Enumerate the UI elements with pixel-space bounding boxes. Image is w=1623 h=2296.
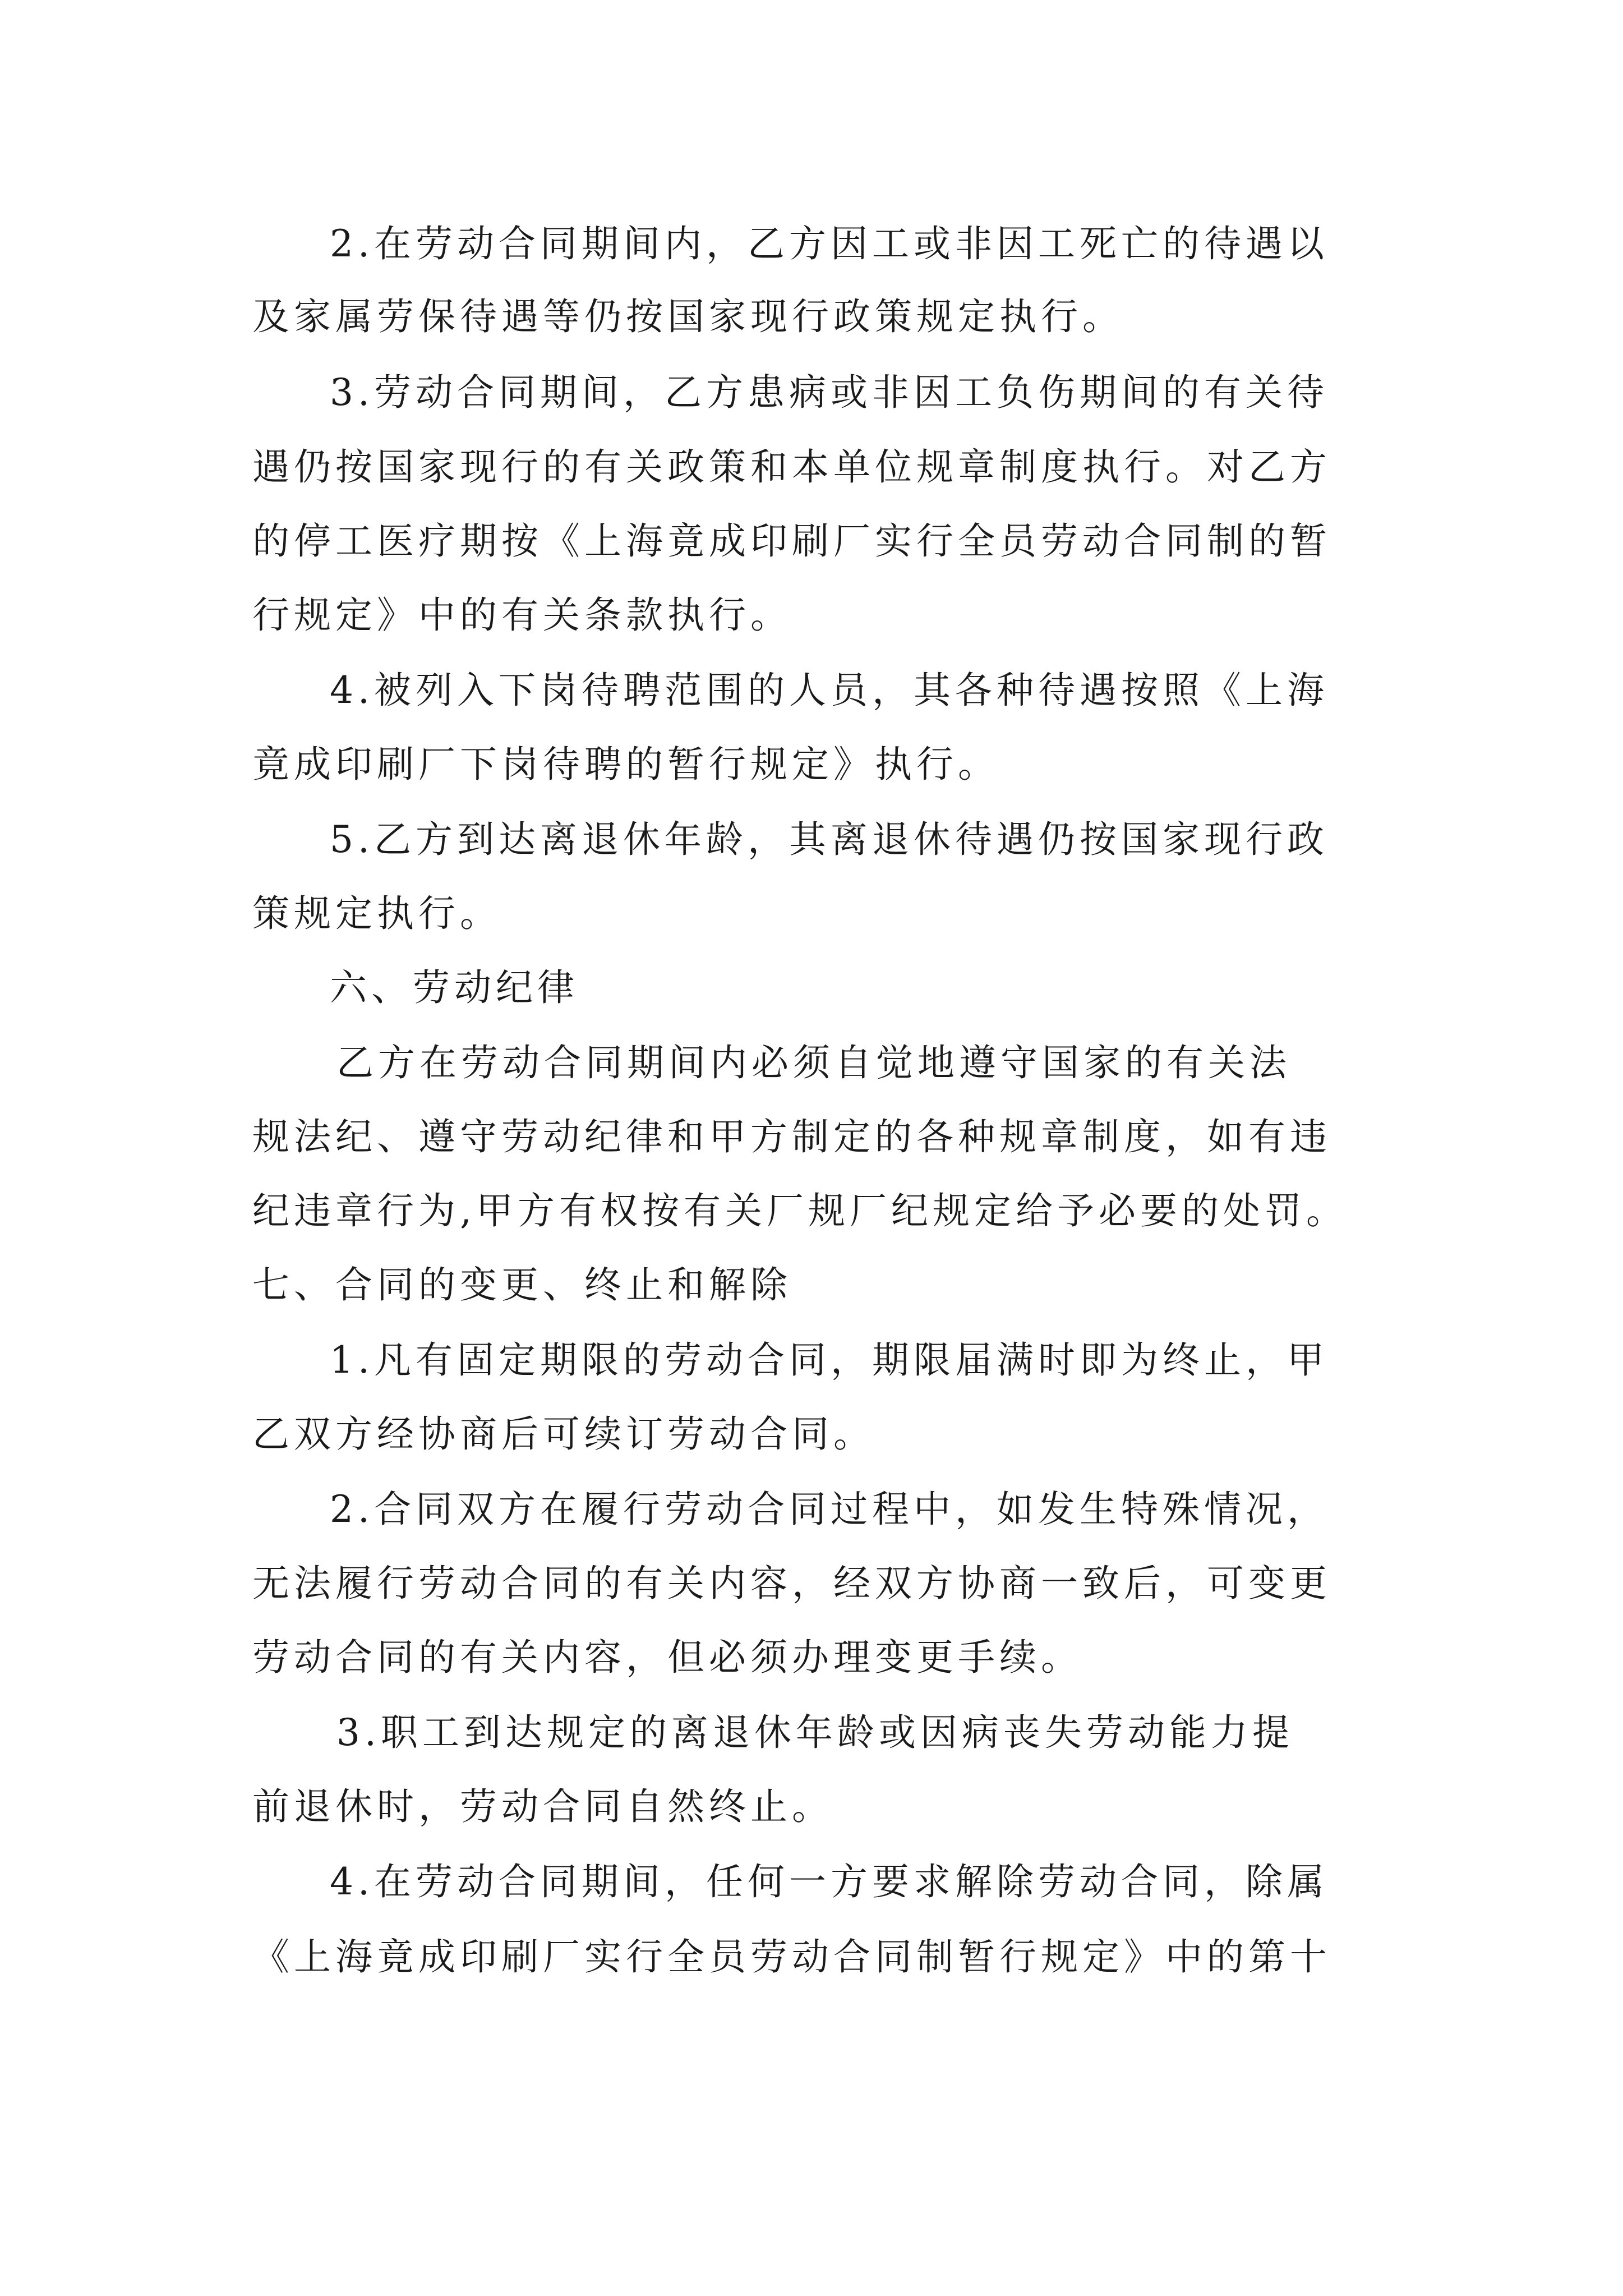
text-line: 2.在劳动合同期间内，乙方因工或非因工死亡的待遇以: [330, 222, 1329, 265]
text-line: 前退休时，劳动合同自然终止。: [252, 1785, 833, 1828]
text-line: 乙方在劳动合同期间内必须自觉地遵守国家的有关法: [336, 1041, 1291, 1084]
text-line: 《上海竟成印刷厂实行全员劳动合同制暂行规定》中的第十: [252, 1935, 1331, 1978]
text-line: 2.合同双方在履行劳动合同过程中，如发生特殊情况，: [330, 1488, 1329, 1531]
text-line: 策规定执行。: [252, 892, 501, 935]
text-line: 3.劳动合同期间，乙方患病或非因工负伤期间的有关待: [330, 371, 1329, 414]
text-line: 4.被列入下岗待聘范围的人员，其各种待遇按照《上海: [330, 669, 1329, 712]
text-line: 竟成印刷厂下岗待聘的暂行规定》执行。: [252, 743, 999, 786]
text-line: 5.乙方到达离退休年龄，其离退休待遇仍按国家现行政: [330, 818, 1329, 861]
text-line: 行规定》中的有关条款执行。: [252, 593, 792, 637]
text-line: 规法纪、遵守劳动纪律和甲方制定的各种规章制度，如有违: [252, 1115, 1331, 1158]
section-heading: 六、劳动纪律: [330, 966, 579, 1009]
text-line: 及家属劳保待遇等仍按国家现行政策规定执行。: [252, 295, 1124, 338]
text-line: 4.在劳动合同期间，任何一方要求解除劳动合同，除属: [330, 1860, 1329, 1903]
text-line: 遇仍按国家现行的有关政策和本单位规章制度执行。对乙方: [252, 445, 1331, 489]
text-line: 劳动合同的有关内容，但必须办理变更手续。: [252, 1636, 1082, 1679]
text-line: 3.职工到达规定的离退休年龄或因病丧失劳动能力提: [336, 1711, 1294, 1754]
text-line: 的停工医疗期按《上海竟成印刷厂实行全员劳动合同制的暂: [252, 519, 1331, 563]
text-line: 1.凡有固定期限的劳动合同，期限届满时即为终止，甲: [330, 1338, 1329, 1382]
text-line: 乙双方经协商后可续订劳动合同。: [252, 1412, 875, 1456]
section-heading: 七、合同的变更、终止和解除: [252, 1263, 792, 1306]
text-line: 纪违章行为,甲方有权按有关厂规厂纪规定给予必要的处罚。: [252, 1189, 1348, 1232]
text-line: 无法履行劳动合同的有关内容，经双方协商一致后，可变更: [252, 1562, 1331, 1605]
